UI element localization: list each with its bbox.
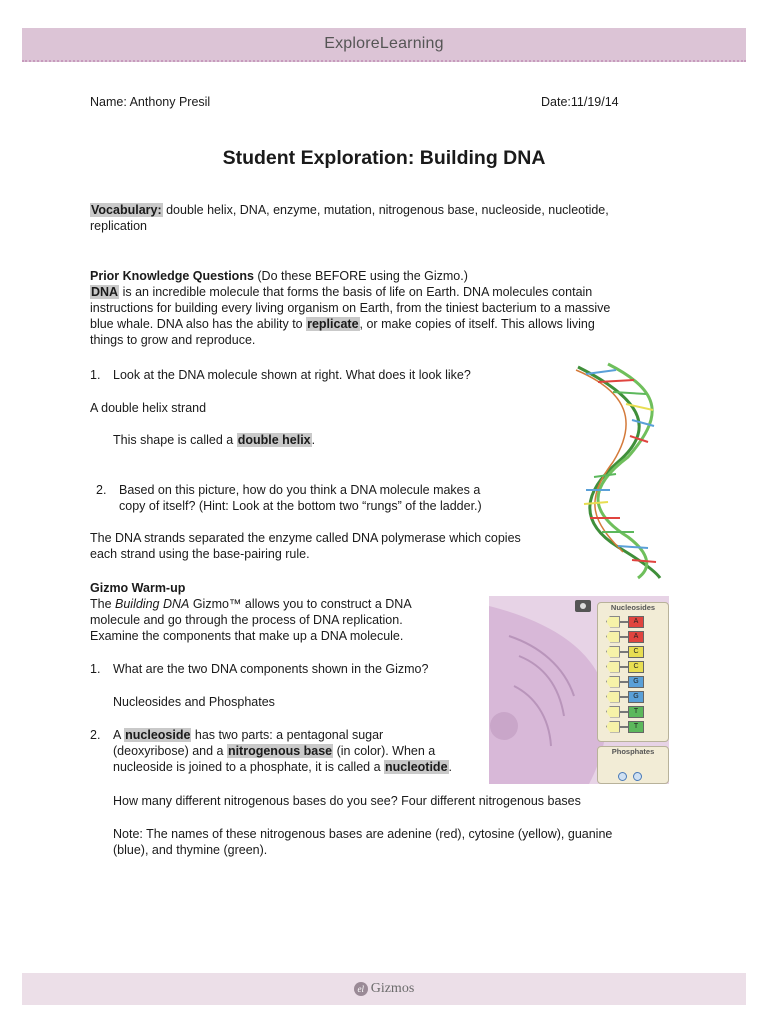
q2-text-e: nucleoside is joined to a phosphate, it is called a	[113, 760, 385, 774]
prior-knowledge	[90, 268, 690, 348]
double-helix-term: double helix	[237, 433, 311, 447]
warmup-question-1	[90, 661, 428, 677]
vocabulary	[90, 202, 690, 234]
footer-bar	[22, 973, 746, 1005]
nucleoside-item[interactable]	[606, 719, 668, 734]
double-helix-sentence	[113, 432, 315, 448]
gizmo-warmup	[90, 580, 470, 644]
nucleoside-item[interactable]	[606, 659, 668, 674]
question-text: Based on this picture, how do you think a DNA molecule makes a	[119, 483, 481, 497]
note-line: (blue), and thymine (green).	[113, 843, 268, 857]
nucleoside-item[interactable]	[606, 614, 668, 629]
helix-rung	[618, 546, 648, 548]
warmup-intro-3: Examine the components that make up a DNA molecule.	[90, 629, 404, 643]
date: Date:11/19/14	[541, 95, 619, 109]
answer-line: The DNA strands separated the enzyme called DNA polymerase which copies	[90, 531, 521, 545]
explorelearning-logo: ExploreLearning	[324, 35, 444, 52]
helix-rung	[626, 404, 653, 410]
gizmo-screenshot	[489, 596, 669, 784]
nucleoside-item[interactable]	[606, 674, 668, 689]
base-label: G	[628, 691, 644, 703]
sugar-pentagon-icon	[606, 706, 620, 718]
prior-answer-2	[90, 530, 570, 562]
nucleoside-list	[598, 613, 668, 734]
sugar-pentagon-icon	[606, 721, 620, 733]
question-number: 1.	[90, 368, 101, 382]
warmup-note	[113, 826, 673, 858]
nucleoside-item[interactable]	[606, 644, 668, 659]
phosphate-item[interactable]	[633, 772, 642, 781]
warmup-question-2	[90, 727, 490, 775]
student-name: Name: Anthony Presil	[90, 95, 211, 109]
nucleoside-term: nucleoside	[125, 728, 191, 742]
sugar-pentagon-icon	[606, 691, 620, 703]
sugar-pentagon-icon	[606, 661, 620, 673]
shape-prefix: This shape is called a	[113, 433, 237, 447]
sugar-pentagon-icon	[606, 616, 620, 628]
warmup-heading: Gizmo Warm-up	[90, 581, 186, 595]
dna-helix-image	[568, 362, 668, 580]
prior-intro-4: things to grow and reproduce.	[90, 333, 256, 347]
shape-suffix: .	[311, 433, 316, 447]
prior-intro-3a: blue whale. DNA also has the ability to	[90, 317, 307, 331]
phosphate-item[interactable]	[618, 772, 627, 781]
base-label: G	[628, 676, 644, 688]
base-label: C	[628, 646, 644, 658]
prior-heading: Prior Knowledge Questions	[90, 269, 254, 283]
note-line: Note: The names of these nitrogenous bases are adenine (red), cytosine (yellow), guanine	[113, 827, 613, 841]
answer-line: each strand using the base-pairing rule.	[90, 547, 310, 561]
warmup-question-3: How many different nitrogenous bases do you see? Four different nitrogenous bases	[113, 794, 581, 808]
prior-question-2	[96, 482, 556, 514]
base-label: A	[628, 616, 644, 628]
prior-question-1	[90, 367, 471, 383]
q2-text-c: (deoxyribose) and a	[113, 744, 227, 758]
question-text-cont: copy of itself? (Hint: Look at the bottom two “rungs” of the ladder.)	[119, 499, 482, 513]
phosphates-label: Phosphates	[611, 747, 655, 756]
sugar-pentagon-icon	[606, 676, 620, 688]
q2-text-f: .	[448, 760, 453, 774]
prior-intro-1: is an incredible molecule that forms the basis of life on Earth. DNA molecules contain	[119, 285, 593, 299]
question-number: 2.	[96, 483, 107, 497]
base-label: A	[628, 631, 644, 643]
sugar-pentagon-icon	[606, 631, 620, 643]
gizmos-logo-text: Gizmos	[370, 981, 415, 996]
base-label: T	[628, 721, 644, 733]
nitrogenous-base-term: nitrogenous base	[227, 744, 333, 758]
question-text: What are the two DNA components shown in the Gizmo?	[113, 662, 429, 676]
prior-answer-1: A double helix strand	[90, 401, 207, 415]
dna-term: DNA	[91, 285, 119, 299]
vocabulary-label: Vocabulary:	[91, 203, 162, 217]
header-bar	[22, 28, 746, 62]
nucleosides-panel	[597, 602, 669, 742]
nucleoside-item[interactable]	[606, 704, 668, 719]
warmup-answer-1: Nucleosides and Phosphates	[113, 695, 275, 709]
vocabulary-terms: double helix, DNA, enzyme, mutation, nitrogenous base, nucleoside, nucleotide,	[162, 203, 609, 217]
warmup-intro-a: The	[90, 597, 116, 611]
warmup-intro-b: Gizmo™ allows you to construct a DNA	[189, 597, 412, 611]
vocabulary-terms-cont: replication	[90, 219, 147, 233]
q2-text-a: A	[113, 728, 125, 742]
replicate-term: replicate	[307, 317, 359, 331]
base-label: T	[628, 706, 644, 718]
nucleoside-item[interactable]	[606, 629, 668, 644]
phosphates-panel	[597, 746, 669, 784]
page-title: Student Exploration: Building DNA	[222, 147, 546, 169]
nucleoside-item[interactable]	[606, 689, 668, 704]
q2-text-b: has two parts: a pentagonal sugar	[191, 728, 384, 742]
q2-text-d: (in color). When a	[333, 744, 436, 758]
helix-rung	[584, 502, 608, 504]
prior-intro-2: instructions for building every living organism on Earth, from the tiniest bacterium to a massive	[90, 301, 611, 315]
gizmos-badge-icon: el	[354, 982, 368, 996]
sugar-pentagon-icon	[606, 646, 620, 658]
gizmo-name: Building DNA	[115, 597, 190, 611]
gizmos-logo	[354, 981, 415, 997]
helix-rung	[632, 560, 656, 562]
question-text: Look at the DNA molecule shown at right. What does it look like?	[113, 368, 471, 382]
nucleosides-label: Nucleosides	[610, 603, 656, 612]
prior-intro-3b: , or make copies of itself. This allows living	[359, 317, 595, 331]
warmup-intro-2: molecule and go through the process of DNA replication.	[90, 613, 403, 627]
question-number: 2.	[90, 728, 101, 742]
base-label: C	[628, 661, 644, 673]
prior-heading-note: (Do these BEFORE using the Gizmo.)	[253, 269, 468, 283]
question-number: 1.	[90, 662, 101, 676]
nucleotide-term: nucleotide	[385, 760, 448, 774]
